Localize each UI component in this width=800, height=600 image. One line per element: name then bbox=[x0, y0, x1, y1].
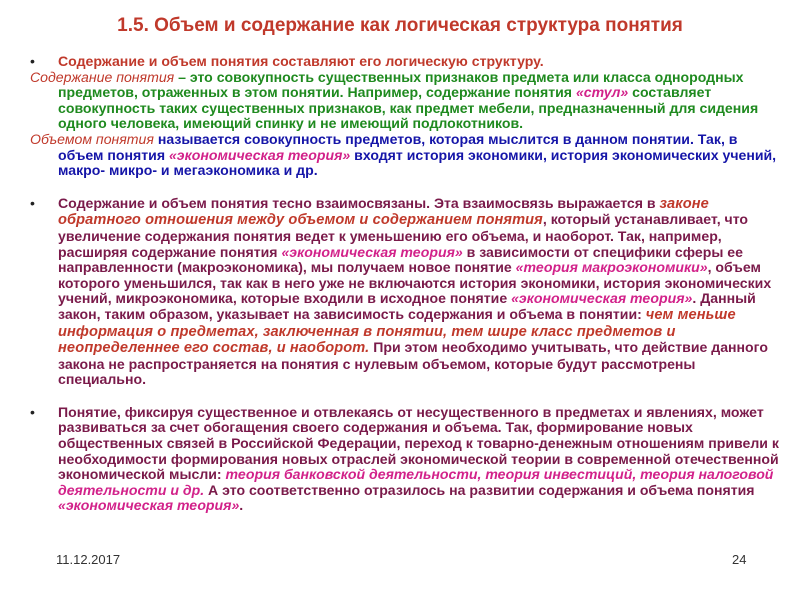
law-example-2: «теория макроэкономики» bbox=[515, 259, 708, 276]
law-text-3: в зависимости от специфики сферы ее направленности (макроэкономика), мы получаем новое понятие bbox=[58, 243, 743, 276]
law-name: законе обратного отношения между объемом и содержанием понятия bbox=[58, 195, 709, 229]
law-statement: чем меньше информация о предметах, заключенная в понятии, тем шире класс предметов и неопределеннее его состав, и наоборот. bbox=[58, 306, 736, 357]
paragraph-volume-definition bbox=[30, 132, 782, 179]
bullet-marker: • bbox=[30, 53, 35, 69]
development-example-branches: теория банковской деятельности, теория инвестиций, теория налоговой деятельности и др. bbox=[58, 466, 774, 498]
footer-page-number: 24 bbox=[732, 552, 747, 567]
bullet-marker: • bbox=[30, 403, 35, 420]
law-example-1: «экономическая теория» bbox=[281, 243, 463, 260]
slide-content bbox=[30, 54, 782, 514]
law-text-6: При этом необходимо учитывать, что действие данного закона не распространяется на понятия с нулевым объемом, которые будут рассмотрены специально. bbox=[58, 339, 768, 388]
content-text-2: составляет совокупность таких существенных признаков, как предмет мебели, предназначенный для сидения одного человека, имеющий спинку и не имеющий подлокотников. bbox=[58, 84, 759, 132]
volume-text-1: называется совокупность предметов, которая мыслится в данном понятии. Так, в объем понятия bbox=[58, 130, 738, 163]
law-text-2: , который устанавливает, что увеличение содержания понятия ведет к уменьшению его объема, и наоборот. Так, например, расширяя содержание понятия bbox=[58, 211, 749, 260]
term-volume: Объемом понятия bbox=[30, 130, 154, 147]
footer-date: 11.12.2017 bbox=[56, 552, 121, 567]
development-example-theory: «экономическая теория» bbox=[58, 497, 240, 514]
development-text-3: . bbox=[239, 497, 244, 514]
spacer bbox=[30, 179, 782, 196]
law-text-5: . Данный закон, таким образом, указывает на зависимость содержания и объема в понятии: bbox=[58, 290, 756, 322]
bullet-structure-text: Содержание и объем понятия составляют его логическую структуру. bbox=[58, 53, 544, 69]
law-example-3: «экономическая теория» bbox=[511, 290, 693, 307]
term-content: Содержание понятия bbox=[30, 68, 175, 85]
spacer bbox=[30, 388, 782, 405]
content-text-1: – это совокупность существенных признаков предмета или класса однородных предметов, отраженных в этом понятии. Например, содержание понятия bbox=[58, 68, 744, 101]
bullet-structure bbox=[30, 54, 782, 70]
volume-text-2: входят история экономики, история экономических учений, макро- микро- и мегаэкономика и др. bbox=[58, 146, 777, 179]
example-chair: «стул» bbox=[575, 84, 629, 101]
bullet-concept-development bbox=[30, 405, 782, 514]
paragraph-content-definition bbox=[30, 70, 782, 132]
slide-title: 1.5. Объем и содержание как логическая структура понятия bbox=[117, 15, 683, 36]
law-text-1: Содержание и объем понятия тесно взаимосвязаны. Эта взаимосвязь выражается в bbox=[58, 194, 660, 211]
bullet-marker: • bbox=[30, 194, 35, 211]
example-economic-theory: «экономическая теория» bbox=[168, 146, 351, 163]
law-text-4: , объем которого уменьшился, так как в него уже не включаются история экономики, история экономических учений, микроэкономика, которые входили в исходное понятие bbox=[58, 259, 772, 307]
development-text-1: Понятие, фиксируя существенное и отвлекаясь от несущественного в предметах и явлениях, может развиваться за счет обогащения своего содержания и объема. Так, формирование новых общественных связей в Российской Федерации, переход к товарно-денежным отношениям привели к необходимости формирования новых отраслей экономической теории в современной отечественной экономической мысли: bbox=[58, 403, 779, 483]
development-text-2: А это соответственно отразилось на развитии содержания и объема понятия bbox=[204, 481, 755, 498]
bullet-inverse-law bbox=[30, 196, 782, 388]
